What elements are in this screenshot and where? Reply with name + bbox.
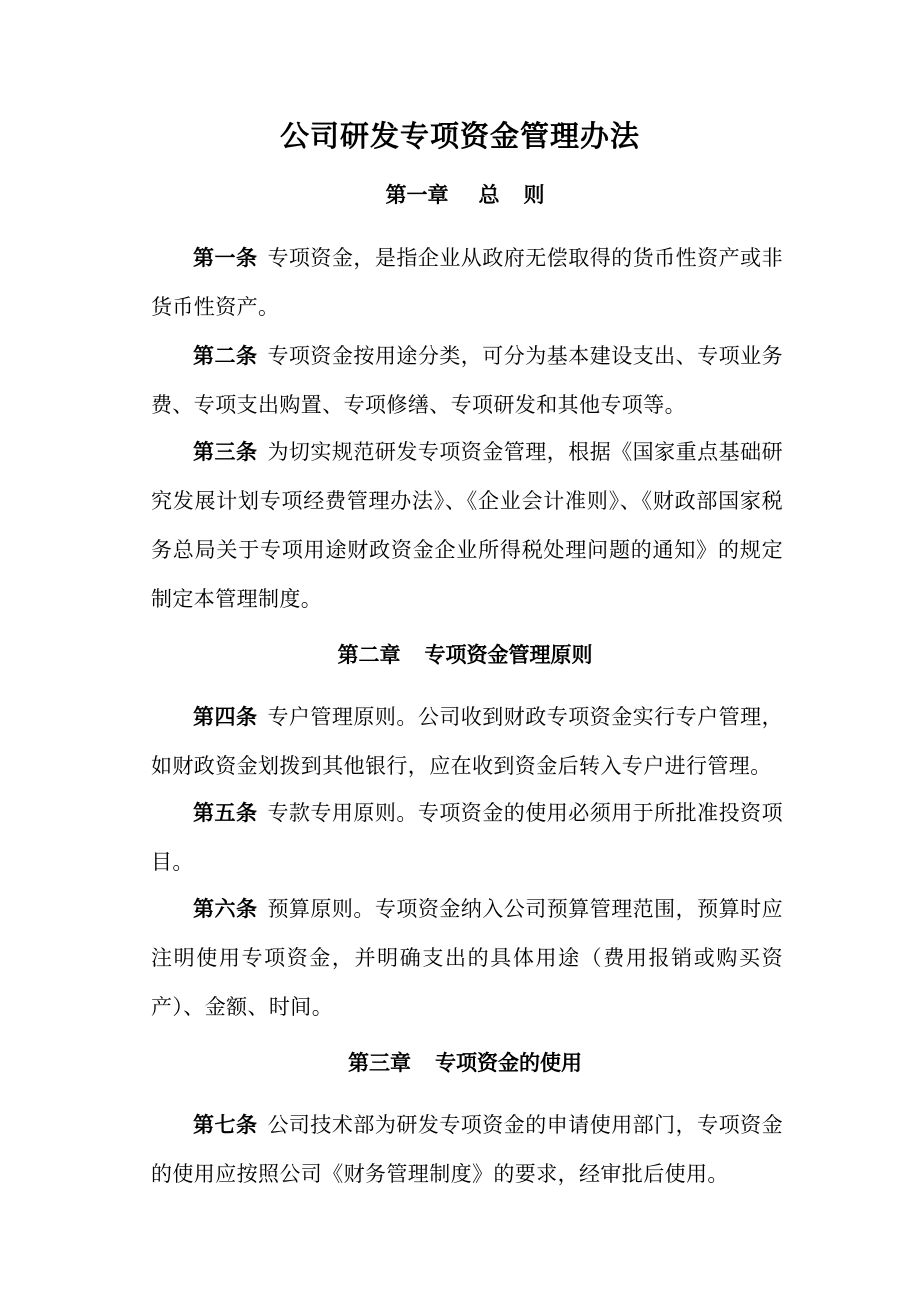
- article-paragraph: [151, 788, 783, 887]
- chapter-heading: [0, 640, 920, 670]
- chapter-number: 第三章: [348, 1050, 411, 1075]
- article-paragraph: [151, 1100, 783, 1199]
- article-number: 第六条: [193, 896, 258, 921]
- chapter-heading: [0, 180, 920, 210]
- article-paragraph: [151, 233, 783, 332]
- article-text: 专款专用原则。专项资金的使用必须用于所批准投资项目。: [151, 801, 783, 874]
- article-number: 第七条: [193, 1112, 258, 1137]
- chapter-title: 专项资金的使用: [435, 1050, 582, 1075]
- article-paragraph: [151, 427, 783, 624]
- article-number: 第一条: [193, 245, 258, 270]
- article-number: 第三条: [193, 439, 258, 464]
- article-text: 为切实规范研发专项资金管理，根据《国家重点基础研究发展计划专项经费管理办法》、《企业会计准则》、《财政部国家税务总局关于专项用途财政资金企业所得税处理问题的通知》的规定制定本管理制度。: [151, 440, 783, 611]
- article-text: 专项资金按用途分类，可分为基本建设支出、专项业务费、专项支出购置、专项修缮、专项研发和其他专项等。: [151, 344, 783, 417]
- chapter-heading: [0, 1048, 920, 1078]
- chapter-number: 第二章: [337, 642, 401, 667]
- article-number: 第四条: [193, 704, 258, 729]
- chapter-title-part-2: 则: [523, 182, 545, 207]
- document-title: 公司研发专项资金管理办法: [279, 119, 640, 153]
- article-text: 公司技术部为研发专项资金的申请使用部门，专项资金的使用应按照公司《财务管理制度》的要求，经审批后使用。: [151, 1113, 783, 1186]
- chapter-title: 专项资金管理原则: [424, 642, 593, 667]
- chapter-title: 总: [478, 182, 500, 207]
- article-paragraph: [151, 331, 783, 430]
- article-text: 预算原则。专项资金纳入公司预算管理范围，预算时应注明使用专项资金，并明确支出的具体用途（费用报销或购买资产）、金额、时间。: [151, 897, 783, 1019]
- article-number: 第五条: [193, 800, 258, 825]
- chapter-number: 第一章: [385, 182, 449, 207]
- article-text: 专户管理原则。公司收到财政专项资金实行专户管理，如财政资金划拨到其他银行，应在收到资金后转入专户进行管理。: [151, 705, 783, 778]
- article-paragraph: [151, 692, 783, 791]
- article-text: 专项资金，是指企业从政府无偿取得的货币性资产或非货币性资产。: [151, 246, 783, 319]
- article-number: 第二条: [193, 343, 258, 368]
- article-paragraph: [151, 884, 783, 1032]
